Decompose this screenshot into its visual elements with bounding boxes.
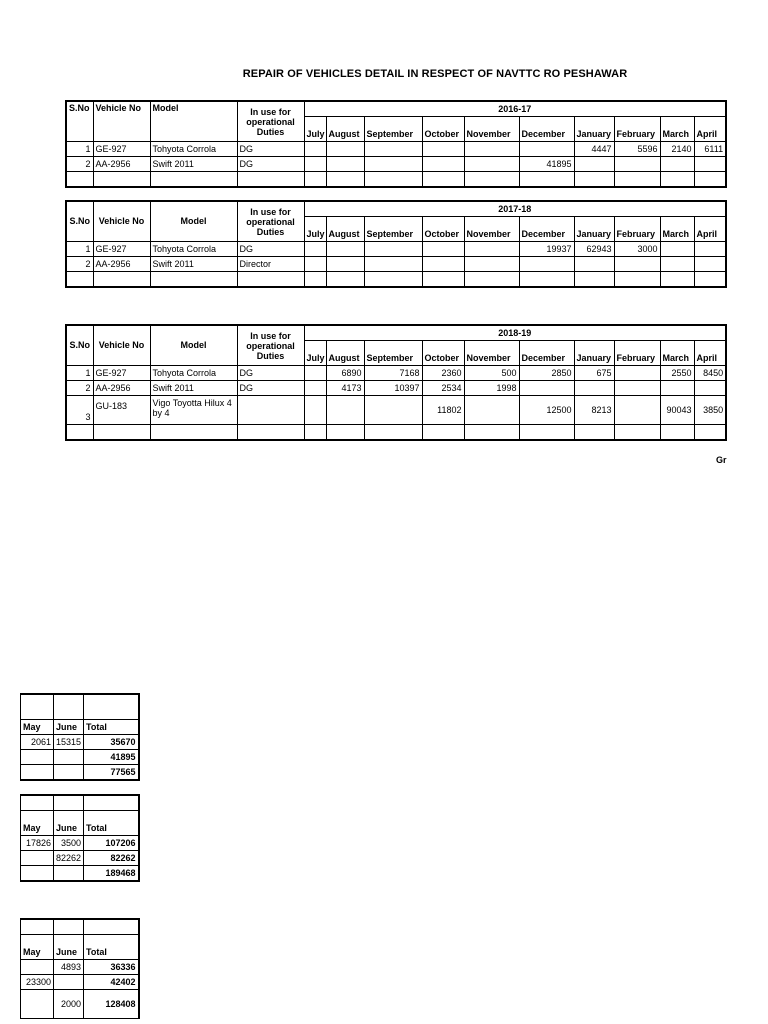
cell-value: 2850 [519,366,574,381]
cell-value [364,257,422,272]
cell-may [21,750,54,765]
continuation-2016-17 [20,693,140,781]
cell-value: 7168 [364,366,422,381]
table-row [66,381,726,396]
cell-value [326,257,364,272]
cell-june [54,975,84,990]
cell-total: 42402 [84,975,139,990]
header-may: May [21,811,54,836]
cell-value: 3850 [694,396,726,425]
cell-value [660,157,694,172]
cell-total: 36336 [84,960,139,975]
cell-value [519,381,574,396]
cell-june: 2000 [54,990,84,1019]
cell-value: 675 [574,366,614,381]
cell-total: 82262 [84,851,139,866]
cell-vehicle: AA-2956 [93,381,150,396]
month-header: August [326,341,364,366]
cell-value: 5596 [614,142,660,157]
header-vehicle-no: Vehicle No [93,201,150,242]
cell-value: 8450 [694,366,726,381]
header-total: Total [84,720,139,735]
cell-value [519,142,574,157]
cell-vehicle: GE-927 [93,366,150,381]
table-row [66,157,726,172]
month-header: March [660,217,694,242]
cell-value [326,157,364,172]
cell-duty: DG [237,366,304,381]
table-row [66,242,726,257]
cell-value: 6111 [694,142,726,157]
month-header: April [694,341,726,366]
cell-value: 2360 [422,366,464,381]
cell-total: 107206 [84,836,139,851]
header-may: May [21,720,54,735]
month-header: December [519,117,574,142]
page-title: REPAIR OF VEHICLES DETAIL IN RESPECT OF NAVTTC RO PESHAWAR [242,68,628,80]
header-model: Model [150,101,237,142]
cell-value [694,257,726,272]
header-vehicle-no: Vehicle No [93,101,150,142]
cell-value [304,157,326,172]
cell-value [422,142,464,157]
table-row [21,851,139,866]
table-row-empty [66,425,726,441]
cell-value: 11802 [422,396,464,425]
month-header: April [694,117,726,142]
cell-value [464,142,519,157]
cell-value [660,242,694,257]
month-header: April [694,217,726,242]
cell-value [364,157,422,172]
cell-value [519,257,574,272]
month-header: January [574,341,614,366]
cell-value: 19937 [519,242,574,257]
cell-value [464,396,519,425]
cell-value [304,242,326,257]
month-header: July [304,341,326,366]
month-header: September [364,217,422,242]
cell-total: 41895 [84,750,139,765]
cell-value [660,257,694,272]
table-row [66,257,726,272]
cell-value [614,157,660,172]
cell-may [21,960,54,975]
cell-value [304,366,326,381]
cell-duty: DG [237,157,304,172]
cell-model: Swift 2011 [150,381,237,396]
cell-value: 8213 [574,396,614,425]
cell-value [694,157,726,172]
month-header: January [574,217,614,242]
cell-june [54,750,84,765]
cell-vehicle: GE-927 [93,142,150,157]
header-june: June [54,811,84,836]
month-header: November [464,217,519,242]
cell-value: 90043 [660,396,694,425]
header-duties: In use for operational Duties [237,201,304,242]
header-model: Model [150,325,237,366]
header-total: Total [84,811,139,836]
grand-total-row [21,866,139,882]
cell-duty: Director [237,257,304,272]
cell-value [364,242,422,257]
table-row [21,836,139,851]
month-header: December [519,217,574,242]
cell-value [304,381,326,396]
month-header: March [660,117,694,142]
header-sno: S.No [66,201,93,242]
cell-value: 3000 [614,242,660,257]
table-row [21,960,139,975]
cell-vehicle: AA-2956 [93,157,150,172]
month-header: March [660,341,694,366]
cell-vehicle: GE-927 [93,242,150,257]
cell-may: 17826 [21,836,54,851]
month-header: November [464,117,519,142]
cell-value: 2534 [422,381,464,396]
cell-model: Vigo Toyotta Hilux 4 by 4 [150,396,237,425]
cell-sno: 1 [66,366,93,381]
cell-value [574,257,614,272]
header-june: June [54,720,84,735]
cell-duty: DG [237,381,304,396]
month-header: October [422,341,464,366]
header-total: Total [84,935,139,960]
month-header: October [422,117,464,142]
cutoff-label: Gr [716,455,727,465]
cell-duty [237,396,304,425]
cell-vehicle: GU-183 [93,396,150,425]
table-2018-19 [65,324,727,441]
table-row [66,366,726,381]
cell-value [304,257,326,272]
cell-value: 10397 [364,381,422,396]
cell-value [326,142,364,157]
cell-model: Tohyota Corrola [150,366,237,381]
month-header: November [464,341,519,366]
cell-may [21,851,54,866]
cell-june: 3500 [54,836,84,851]
month-header: August [326,217,364,242]
table-2017-18 [65,200,727,288]
continuation-2018-19 [20,918,140,1019]
cell-value: 2550 [660,366,694,381]
cell-value [614,381,660,396]
cell-may: 2061 [21,735,54,750]
cell-value [614,396,660,425]
cell-june: 15315 [54,735,84,750]
cell-sno: 2 [66,257,93,272]
cell-value [304,142,326,157]
header-sno: S.No [66,325,93,366]
cell-value [422,242,464,257]
cell-value [422,157,464,172]
cell-sno: 2 [66,381,93,396]
continuation-2017-18 [20,794,140,882]
cell-sno: 1 [66,242,93,257]
month-header: December [519,341,574,366]
cell-value [364,396,422,425]
cell-value [574,381,614,396]
cell-may [21,990,54,1019]
cell-value: 62943 [574,242,614,257]
cell-total: 128408 [84,990,139,1019]
cell-value: 12500 [519,396,574,425]
cell-value [304,396,326,425]
cell-value: 4173 [326,381,364,396]
cell-value: 2140 [660,142,694,157]
header-duties: In use for operational Duties [237,101,304,142]
cell-value [364,142,422,157]
cell-value: 4447 [574,142,614,157]
table-row-empty [66,272,726,288]
cell-value [326,242,364,257]
month-header: January [574,117,614,142]
month-header: February [614,341,660,366]
table-row [21,735,139,750]
cell-sno: 3 [66,396,93,425]
month-header: July [304,217,326,242]
cell-value [574,157,614,172]
table-row [21,975,139,990]
cell-june: 82262 [54,851,84,866]
cell-value [694,381,726,396]
cell-value: 500 [464,366,519,381]
table-2016-17 [65,100,727,188]
cell-value [422,257,464,272]
cell-grand-total: 189468 [84,866,139,882]
cell-value [464,257,519,272]
cell-value [326,396,364,425]
month-header: September [364,341,422,366]
cell-value: 41895 [519,157,574,172]
cell-value [660,381,694,396]
cell-june: 4893 [54,960,84,975]
table-row [21,990,139,1019]
month-header: February [614,117,660,142]
cell-value [614,366,660,381]
cell-value [464,242,519,257]
header-june: June [54,935,84,960]
header-duties: In use for operational Duties [237,325,304,366]
cell-value: 6890 [326,366,364,381]
cell-value [694,242,726,257]
year-header: 2016-17 [304,101,726,117]
header-may: May [21,935,54,960]
cell-duty: DG [237,142,304,157]
grand-total-row [21,765,139,781]
table-row [66,142,726,157]
cell-duty: DG [237,242,304,257]
cell-sno: 1 [66,142,93,157]
cell-sno: 2 [66,157,93,172]
cell-model: Swift 2011 [150,157,237,172]
header-vehicle-no: Vehicle No [93,325,150,366]
header-sno: S.No [66,101,93,142]
table-row [21,750,139,765]
month-header: September [364,117,422,142]
cell-value [464,157,519,172]
month-header: October [422,217,464,242]
table-row [66,396,726,425]
month-header: August [326,117,364,142]
cell-model: Swift 2011 [150,257,237,272]
cell-grand-total: 77565 [84,765,139,781]
table-row-empty [66,172,726,188]
month-header: July [304,117,326,142]
cell-model: Tohyota Corrola [150,242,237,257]
cell-total: 35670 [84,735,139,750]
cell-value [614,257,660,272]
cell-may: 23300 [21,975,54,990]
header-model: Model [150,201,237,242]
cell-model: Tohyota Corrola [150,142,237,157]
cell-value: 1998 [464,381,519,396]
year-header: 2017-18 [304,201,726,217]
month-header: February [614,217,660,242]
year-header: 2018-19 [304,325,726,341]
cell-vehicle: AA-2956 [93,257,150,272]
